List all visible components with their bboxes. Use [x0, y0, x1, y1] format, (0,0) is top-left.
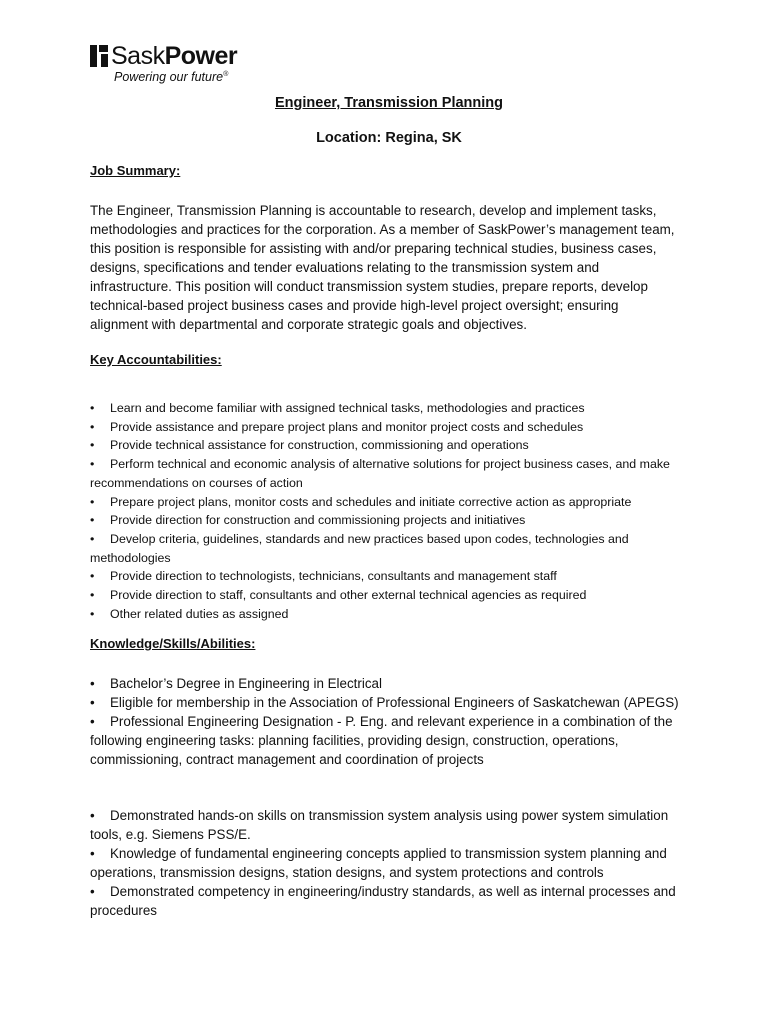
list-item [90, 605, 680, 624]
key-accountabilities-list [90, 399, 680, 623]
bullet-icon: • [90, 884, 95, 899]
list-item [90, 806, 680, 844]
list-item [90, 436, 680, 455]
page-title: Engineer, Transmission Planning [274, 95, 504, 111]
list-item [90, 586, 680, 605]
list-item-text: Eligible for membership in the Association of Professional Engineers of Saskatchewan (APEGS) [110, 695, 679, 710]
list-item [90, 530, 680, 567]
list-item-text: Provide direction to staff, consultants and other external technical agencies as required [110, 588, 587, 603]
job-location: Location: Regina, SK [316, 130, 462, 146]
list-item [90, 493, 680, 512]
list-item-text: Prepare project plans, monitor costs and schedules and initiate corrective action as appropriate [110, 494, 632, 509]
bullet-icon: • [90, 419, 95, 434]
knowledge-skills-heading: Knowledge/Skills/Abilities: [90, 636, 256, 651]
bullet-icon: • [90, 457, 95, 472]
list-item-text: Perform technical and economic analysis of alternative solutions for project business cases, and make recommendations on courses of action [90, 457, 670, 490]
list-item-text: Bachelor’s Degree in Engineering in Electrical [110, 676, 382, 691]
logo-wordmark: SaskPower [111, 42, 238, 70]
list-item-text: Demonstrated competency in engineering/industry standards, as well as internal processes and procedures [90, 884, 676, 918]
job-summary-text: The Engineer, Transmission Planning is accountable to research, develop and implement tasks, methodologies and practices for the corporation. As a member of SaskPower’s management team, this position is responsible for assisting with and/or preparing technical studies, business cases, designs, specifications and tender evaluations relating to the transmission system and infrastructure. This position will conduct transmission system studies, prepare reports, develop technical-based project business cases and provide high-level project oversight; ensuring alignment with departmental and corporate strategic goals and objectives. [90, 203, 675, 332]
list-item [90, 418, 680, 437]
list-item [90, 511, 680, 530]
list-item [90, 399, 680, 418]
bullet-icon: • [90, 401, 95, 415]
list-item-text: Other related duties as assigned [110, 606, 289, 621]
list-item-text: Provide direction to technologists, technicians, consultants and management staff [110, 569, 557, 584]
bullet-icon: • [90, 808, 95, 823]
list-item-text: Demonstrated hands-on skills on transmission system analysis using power system simulation tools, e.g. Siemens PSS/E. [90, 808, 669, 842]
list-item-text: Knowledge of fundamental engineering concepts applied to transmission system planning and operations, transmission designs, station designs, and system protections and controls [90, 846, 667, 880]
bullet-icon: • [90, 494, 95, 509]
logo-tagline: Powering our future® [114, 70, 229, 84]
bullet-icon: • [90, 569, 95, 584]
list-item [90, 455, 680, 492]
list-item-text: Provide assistance and prepare project plans and monitor project costs and schedules [110, 419, 584, 434]
list-item [90, 844, 680, 882]
saskpower-logo [90, 44, 237, 84]
bullet-icon: • [90, 513, 95, 528]
job-summary-heading: Job Summary: [90, 163, 181, 178]
bullet-icon: • [90, 676, 95, 691]
list-item-text: Develop criteria, guidelines, standards and new practices based upon codes, technologies and methodologies [90, 531, 629, 565]
list-item-text: Learn and become familiar with assigned technical tasks, methodologies and practices [110, 401, 585, 415]
list-item [90, 882, 680, 920]
list-item-text: Provide technical assistance for construction, commissioning and operations [110, 438, 529, 453]
bullet-icon: • [90, 695, 95, 710]
list-item [90, 712, 680, 769]
key-accountabilities-heading: Key Accountabilities: [90, 352, 222, 367]
saskpower-mark-icon [90, 45, 108, 67]
list-item [90, 693, 680, 712]
bullet-icon: • [90, 606, 95, 621]
list-item [90, 674, 680, 693]
knowledge-skills-list-a [90, 674, 680, 769]
bullet-icon: • [90, 714, 95, 729]
bullet-icon: • [90, 438, 95, 453]
bullet-icon: • [90, 588, 95, 603]
bullet-icon: • [90, 531, 95, 546]
list-item [90, 567, 680, 586]
bullet-icon: • [90, 846, 95, 861]
list-item-text: Provide direction for construction and commissioning projects and initiatives [110, 513, 526, 528]
list-item-text: Professional Engineering Designation - P. Eng. and relevant experience in a combination of the following engineering tasks: planning facilities, providing design, construction, operations, commissioning, contract management and coordination of projects [90, 714, 673, 767]
knowledge-skills-list-b [90, 806, 680, 920]
